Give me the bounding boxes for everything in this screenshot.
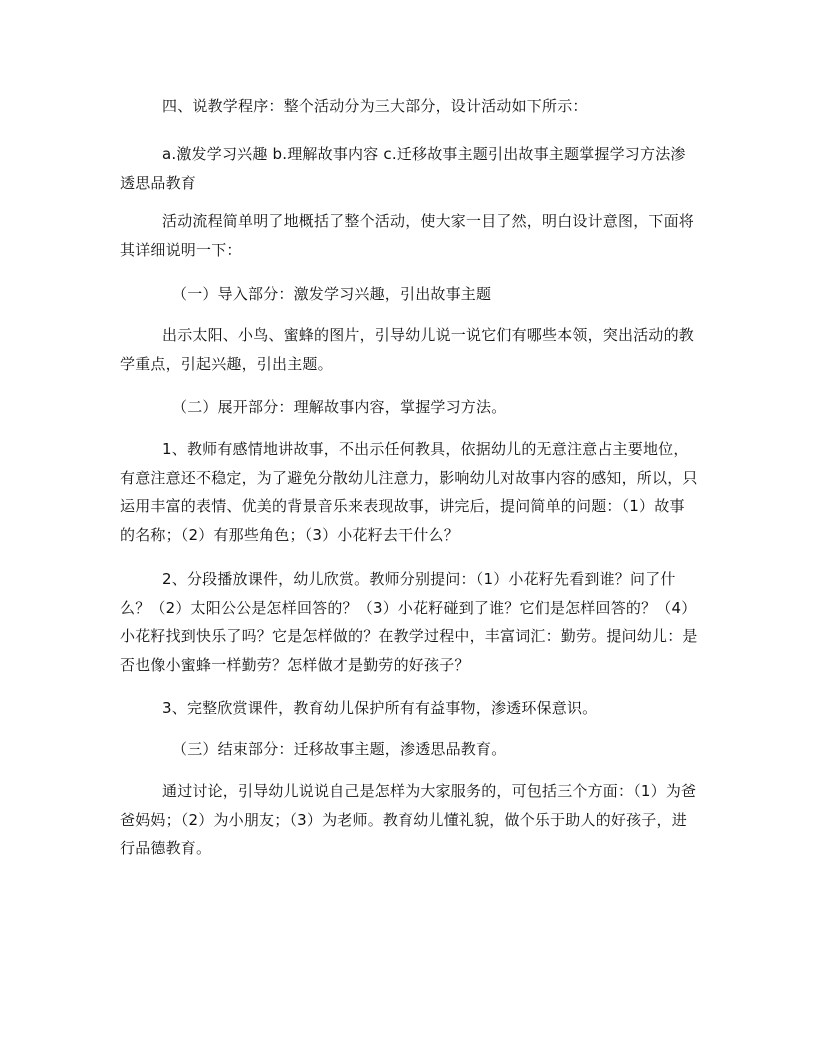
subheading-conclusion: （三）结束部分：迁移故事主题，渗透思品教育。 <box>172 740 507 758</box>
subheading-development: （二）展开部分：理解故事内容，掌握学习方法。 <box>172 398 507 416</box>
development-step-3: 3、完整欣赏课件，教育幼儿保护所有有益事物，渗透环保意识。 <box>162 699 598 717</box>
conclusion-paragraph: 通过讨论，引导幼儿说说自己是怎样为大家服务的，可包括三个方面：（1）为爸爸妈妈；（2）为小朋友；（3）为老师。教育幼儿懂礼貌，做个乐于助人的好孩子，进行品德教育。 <box>120 782 697 857</box>
development-step-2: 2、分段播放课件，幼儿欣赏。教师分别提问：（1）小花籽先看到谁？问了什么？（2）太阳公公是怎样回答的？（3）小花籽碰到了谁？它们是怎样回答的？（4）小花籽找到快乐了吗？它是怎样做的？在教学过程中，丰富词汇：勤劳。提问幼儿：是否也像小蜜蜂一样勤劳？怎样做才是勤劳的好孩子？ <box>120 570 698 674</box>
subheading-introduction: （一）导入部分：激发学习兴趣，引出故事主题 <box>172 285 492 303</box>
activity-outline: a.激发学习兴趣 b.理解故事内容 c.迁移故事主题引出故事主题掌握学习方法渗透思品教育 <box>120 145 686 192</box>
section-heading-teaching-procedure: 四、说教学程序：整个活动分为三大部分，设计活动如下所示： <box>162 97 588 115</box>
process-summary-paragraph: 活动流程简单明了地概括了整个活动，使大家一目了然，明白设计意图，下面将其详细说明一下： <box>120 212 695 259</box>
development-step-1: 1、教师有感情地讲故事，不出示任何教具，依据幼儿的无意注意占主要地位，有意注意还不稳定，为了避免分散幼儿注意力，影响幼儿对故事内容的感知，所以，只运用丰富的表情、优美的背景音乐来表现故事，讲完后，提问简单的问题：（1）故事的名称；（2）有那些角色；（3）小花籽去干什么？ <box>120 440 698 544</box>
introduction-paragraph: 出示太阳、小鸟、蜜蜂的图片，引导幼儿说一说它们有哪些本领，突出活动的教学重点，引起兴趣，引出主题。 <box>120 326 695 373</box>
